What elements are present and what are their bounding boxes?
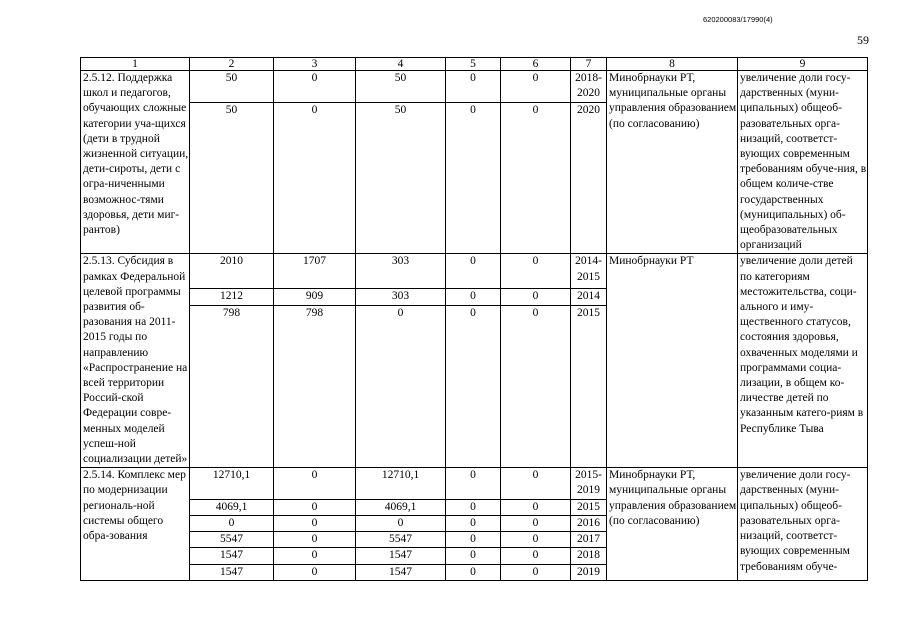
value-cell: 798 xyxy=(190,306,274,468)
value-cell: 0 xyxy=(446,548,501,564)
year-cell: 2018-2020 xyxy=(571,71,607,103)
value-cell: 0 xyxy=(274,564,356,580)
value-cell: 0 xyxy=(501,103,571,254)
value-cell: 50 xyxy=(356,71,446,103)
value-cell: 798 xyxy=(274,306,356,468)
measure-name: 2.5.12. Поддержка школ и педагогов, обучающих сложные категории уча-щихся (дети в трудной жизненной ситуации, дети-сироты, дети с огра-ниченными возможнос-тями здоровья, дети миг-рантов) xyxy=(81,71,190,254)
value-cell: 0 xyxy=(274,499,356,515)
value-cell: 0 xyxy=(446,499,501,515)
col-header: 1 xyxy=(81,58,190,71)
value-cell: 4069,1 xyxy=(356,499,446,515)
value-cell: 2010 xyxy=(190,254,274,288)
value-cell: 0 xyxy=(501,548,571,564)
value-cell: 50 xyxy=(190,71,274,103)
value-cell: 0 xyxy=(501,515,571,531)
table-row xyxy=(81,71,868,103)
value-cell: 909 xyxy=(274,288,356,306)
value-cell: 50 xyxy=(190,103,274,254)
column-header-row xyxy=(81,58,868,71)
value-cell: 0 xyxy=(446,254,501,288)
value-cell: 0 xyxy=(446,468,501,499)
col-header: 5 xyxy=(446,58,501,71)
page-number: 59 xyxy=(857,33,869,47)
executor-cell: Минобрнауки РТ xyxy=(607,254,738,468)
value-cell: 0 xyxy=(274,548,356,564)
year-cell: 2014 xyxy=(571,288,607,306)
value-cell: 0 xyxy=(446,306,501,468)
value-cell: 303 xyxy=(356,288,446,306)
executor-cell: Минобрнауки РТ, муниципальные органы управления образованием (по согласованию) xyxy=(607,71,738,254)
year-cell: 2019 xyxy=(571,564,607,580)
value-cell: 5547 xyxy=(356,532,446,548)
table-row xyxy=(81,254,868,288)
value-cell: 0 xyxy=(274,515,356,531)
value-cell: 0 xyxy=(446,103,501,254)
table-row xyxy=(81,468,868,499)
col-header: 9 xyxy=(738,58,868,71)
year-cell: 2014-2015 xyxy=(571,254,607,288)
year-cell: 2020 xyxy=(571,103,607,254)
col-header: 3 xyxy=(274,58,356,71)
document-id: 620200083/17990(4) xyxy=(703,15,773,24)
year-cell: 2017 xyxy=(571,532,607,548)
value-cell: 12710,1 xyxy=(190,468,274,499)
col-header: 8 xyxy=(607,58,738,71)
value-cell: 0 xyxy=(501,71,571,103)
value-cell: 0 xyxy=(446,532,501,548)
year-cell: 2018 xyxy=(571,548,607,564)
col-header: 6 xyxy=(501,58,571,71)
value-cell: 0 xyxy=(501,468,571,499)
value-cell: 0 xyxy=(501,532,571,548)
year-cell: 2015 xyxy=(571,306,607,468)
value-cell: 0 xyxy=(274,468,356,499)
value-cell: 303 xyxy=(356,254,446,288)
value-cell: 0 xyxy=(274,532,356,548)
value-cell: 0 xyxy=(446,564,501,580)
value-cell: 0 xyxy=(356,306,446,468)
value-cell: 1547 xyxy=(190,548,274,564)
indicator-cell: увеличение доли госу-дарственных (муни-ципальных) общеоб-разовательных орга-низаций, соответст-вующих современным требованиям обуче- xyxy=(738,468,868,580)
value-cell: 1212 xyxy=(190,288,274,306)
value-cell: 0 xyxy=(501,564,571,580)
year-cell: 2015 xyxy=(571,499,607,515)
col-header: 4 xyxy=(356,58,446,71)
year-cell: 2016 xyxy=(571,515,607,531)
value-cell: 0 xyxy=(501,288,571,306)
value-cell: 0 xyxy=(274,103,356,254)
value-cell: 0 xyxy=(446,71,501,103)
value-cell: 1547 xyxy=(190,564,274,580)
value-cell: 0 xyxy=(501,254,571,288)
value-cell: 1547 xyxy=(356,548,446,564)
value-cell: 0 xyxy=(190,515,274,531)
value-cell: 0 xyxy=(356,515,446,531)
value-cell: 1707 xyxy=(274,254,356,288)
value-cell: 4069,1 xyxy=(190,499,274,515)
indicator-cell: увеличение доли детей по категориям местожительства, соци-ального и иму-щественного статусов, состояния здоровья, охваченных моделями и программами социа-лизации, в общем ко-личестве детей по указанным катего-риям в Республике Тыва xyxy=(738,254,868,468)
executor-cell: Минобрнауки РТ, муниципальные органы управления образованием (по согласованию) xyxy=(607,468,738,580)
value-cell: 5547 xyxy=(190,532,274,548)
col-header: 2 xyxy=(190,58,274,71)
value-cell: 0 xyxy=(274,71,356,103)
value-cell: 0 xyxy=(501,306,571,468)
col-header: 7 xyxy=(571,58,607,71)
indicator-cell: увеличение доли госу-дарственных (муни-ципальных) общеоб-разовательных орга-низаций, соответст-вующих современным требованиям обуче-ния, в общем количе-стве государственных (муниципальных) об-щеобразовательных организаций xyxy=(738,71,868,254)
value-cell: 1547 xyxy=(356,564,446,580)
measure-name: 2.5.14. Комплекс мер по модернизации региональ-ной системы общего обра-зования xyxy=(81,468,190,580)
measure-name: 2.5.13. Субсидия в рамках Федеральной целевой программы развития об-разования на 2011-2015 годы по направлению «Распространение на всей территории Россий-ской Федерации совре-менных моделей успеш-ной социализации детей» xyxy=(81,254,190,468)
year-cell: 2015-2019 xyxy=(571,468,607,499)
value-cell: 50 xyxy=(356,103,446,254)
value-cell: 12710,1 xyxy=(356,468,446,499)
value-cell: 0 xyxy=(501,499,571,515)
value-cell: 0 xyxy=(446,288,501,306)
value-cell: 0 xyxy=(446,515,501,531)
program-table xyxy=(80,57,868,581)
